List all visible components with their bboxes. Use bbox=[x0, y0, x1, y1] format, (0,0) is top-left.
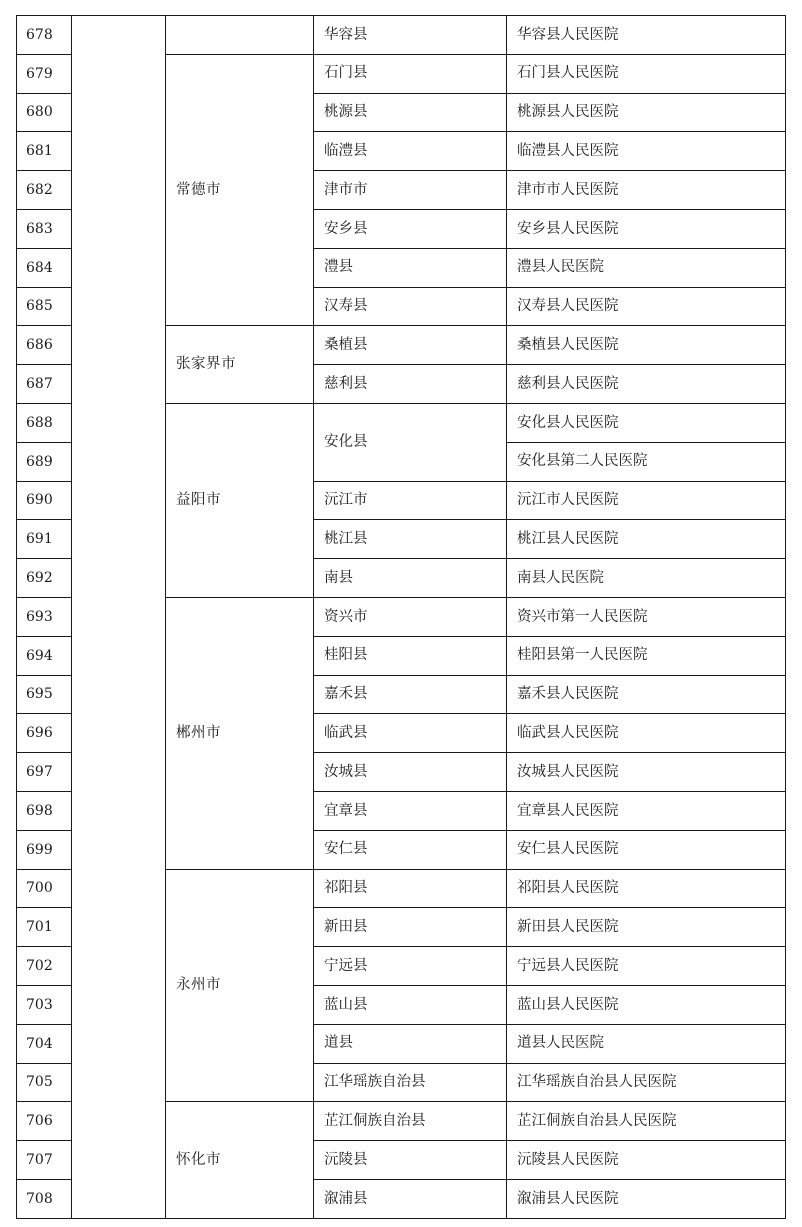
county-cell: 汉寿县 bbox=[314, 287, 507, 326]
hospital-cell: 慈利县人民医院 bbox=[507, 365, 786, 404]
city-cell: 常德市 bbox=[166, 54, 314, 326]
county-cell: 宁远县 bbox=[314, 947, 507, 986]
row-number: 696 bbox=[17, 714, 72, 753]
row-number: 686 bbox=[17, 326, 72, 365]
hospital-cell: 新田县人民医院 bbox=[507, 908, 786, 947]
county-cell: 石门县 bbox=[314, 54, 507, 93]
county-cell: 安化县 bbox=[314, 403, 507, 481]
hospital-cell: 华容县人民医院 bbox=[507, 16, 786, 55]
row-number: 684 bbox=[17, 248, 72, 287]
row-number: 694 bbox=[17, 636, 72, 675]
hospital-cell: 江华瑶族自治县人民医院 bbox=[507, 1063, 786, 1102]
row-number: 708 bbox=[17, 1179, 72, 1218]
hospital-cell: 南县人民医院 bbox=[507, 559, 786, 598]
hospital-cell: 安化县第二人民医院 bbox=[507, 442, 786, 481]
city-cell: 益阳市 bbox=[166, 403, 314, 597]
county-cell: 蓝山县 bbox=[314, 985, 507, 1024]
county-cell: 江华瑶族自治县 bbox=[314, 1063, 507, 1102]
hospital-cell: 宁远县人民医院 bbox=[507, 947, 786, 986]
city-cell bbox=[166, 16, 314, 55]
county-cell: 祁阳县 bbox=[314, 869, 507, 908]
hospital-cell: 澧县人民医院 bbox=[507, 248, 786, 287]
row-number: 689 bbox=[17, 442, 72, 481]
row-number: 699 bbox=[17, 830, 72, 869]
province-cell bbox=[72, 16, 166, 1219]
row-number: 706 bbox=[17, 1102, 72, 1141]
row-number: 682 bbox=[17, 171, 72, 210]
hospital-cell: 道县人民医院 bbox=[507, 1024, 786, 1063]
hospital-cell: 资兴市第一人民医院 bbox=[507, 597, 786, 636]
hospital-cell: 安乡县人民医院 bbox=[507, 209, 786, 248]
county-cell: 道县 bbox=[314, 1024, 507, 1063]
hospital-cell: 祁阳县人民医院 bbox=[507, 869, 786, 908]
row-number: 695 bbox=[17, 675, 72, 714]
county-cell: 芷江侗族自治县 bbox=[314, 1102, 507, 1141]
hospital-cell: 芷江侗族自治县人民医院 bbox=[507, 1102, 786, 1141]
row-number: 679 bbox=[17, 54, 72, 93]
row-number: 693 bbox=[17, 597, 72, 636]
row-number: 687 bbox=[17, 365, 72, 404]
row-number: 704 bbox=[17, 1024, 72, 1063]
row-number: 701 bbox=[17, 908, 72, 947]
county-cell: 溆浦县 bbox=[314, 1179, 507, 1218]
city-cell: 张家界市 bbox=[166, 326, 314, 404]
row-number: 705 bbox=[17, 1063, 72, 1102]
county-cell: 临武县 bbox=[314, 714, 507, 753]
county-cell: 澧县 bbox=[314, 248, 507, 287]
hospital-cell: 桑植县人民医院 bbox=[507, 326, 786, 365]
county-cell: 资兴市 bbox=[314, 597, 507, 636]
row-number: 691 bbox=[17, 520, 72, 559]
county-cell: 临澧县 bbox=[314, 132, 507, 171]
hospital-cell: 津市市人民医院 bbox=[507, 171, 786, 210]
county-cell: 嘉禾县 bbox=[314, 675, 507, 714]
county-cell: 安乡县 bbox=[314, 209, 507, 248]
city-cell: 永州市 bbox=[166, 869, 314, 1102]
row-number: 697 bbox=[17, 753, 72, 792]
hospital-table-body bbox=[17, 16, 786, 1219]
row-number: 702 bbox=[17, 947, 72, 986]
county-cell: 桂阳县 bbox=[314, 636, 507, 675]
row-number: 690 bbox=[17, 481, 72, 520]
hospital-cell: 沅陵县人民医院 bbox=[507, 1141, 786, 1180]
county-cell: 津市市 bbox=[314, 171, 507, 210]
hospital-cell: 桂阳县第一人民医院 bbox=[507, 636, 786, 675]
county-cell: 安仁县 bbox=[314, 830, 507, 869]
row-number: 678 bbox=[17, 16, 72, 55]
hospital-cell: 临澧县人民医院 bbox=[507, 132, 786, 171]
county-cell: 汝城县 bbox=[314, 753, 507, 792]
row-number: 688 bbox=[17, 403, 72, 442]
row-number: 683 bbox=[17, 209, 72, 248]
hospital-cell: 汉寿县人民医院 bbox=[507, 287, 786, 326]
county-cell: 桑植县 bbox=[314, 326, 507, 365]
row-number: 681 bbox=[17, 132, 72, 171]
row-number: 685 bbox=[17, 287, 72, 326]
county-cell: 南县 bbox=[314, 559, 507, 598]
county-cell: 华容县 bbox=[314, 16, 507, 55]
city-cell: 郴州市 bbox=[166, 597, 314, 869]
county-cell: 沅陵县 bbox=[314, 1141, 507, 1180]
table-row bbox=[17, 16, 786, 55]
hospital-cell: 蓝山县人民医院 bbox=[507, 985, 786, 1024]
hospital-cell: 桃江县人民医院 bbox=[507, 520, 786, 559]
row-number: 680 bbox=[17, 93, 72, 132]
county-cell: 宜章县 bbox=[314, 791, 507, 830]
hospital-cell: 安仁县人民医院 bbox=[507, 830, 786, 869]
hospital-table bbox=[16, 15, 786, 1219]
hospital-cell: 石门县人民医院 bbox=[507, 54, 786, 93]
hospital-cell: 安化县人民医院 bbox=[507, 403, 786, 442]
hospital-cell: 宜章县人民医院 bbox=[507, 791, 786, 830]
hospital-cell: 桃源县人民医院 bbox=[507, 93, 786, 132]
city-cell: 怀化市 bbox=[166, 1102, 314, 1218]
county-cell: 沅江市 bbox=[314, 481, 507, 520]
row-number: 698 bbox=[17, 791, 72, 830]
county-cell: 慈利县 bbox=[314, 365, 507, 404]
hospital-cell: 临武县人民医院 bbox=[507, 714, 786, 753]
county-cell: 桃江县 bbox=[314, 520, 507, 559]
row-number: 700 bbox=[17, 869, 72, 908]
hospital-cell: 嘉禾县人民医院 bbox=[507, 675, 786, 714]
hospital-cell: 溆浦县人民医院 bbox=[507, 1179, 786, 1218]
hospital-cell: 沅江市人民医院 bbox=[507, 481, 786, 520]
hospital-cell: 汝城县人民医院 bbox=[507, 753, 786, 792]
row-number: 703 bbox=[17, 985, 72, 1024]
county-cell: 桃源县 bbox=[314, 93, 507, 132]
county-cell: 新田县 bbox=[314, 908, 507, 947]
row-number: 692 bbox=[17, 559, 72, 598]
row-number: 707 bbox=[17, 1141, 72, 1180]
